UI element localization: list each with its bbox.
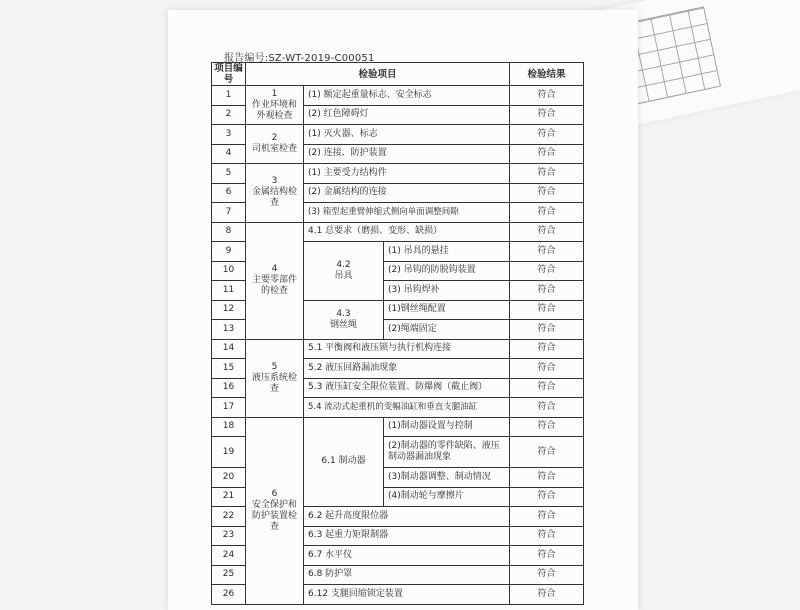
result-cell: 符合 (510, 378, 584, 398)
header-result: 检验结果 (510, 63, 584, 86)
row-number: 4 (212, 144, 246, 164)
item-cell: (1) 额定起重量标志、安全标志 (304, 86, 510, 106)
item-cell: 4.1 总要求（磨损、变形、缺损） (304, 222, 510, 242)
result-cell: 符合 (510, 105, 584, 125)
result-cell: 符合 (510, 261, 584, 281)
header-row (212, 63, 584, 86)
table-row (212, 417, 584, 437)
row-number: 11 (212, 281, 246, 301)
result-cell: 符合 (510, 437, 584, 468)
table-row (212, 339, 584, 359)
result-cell: 符合 (510, 300, 584, 320)
report-number: 报告编号:SZ-WT-2019-C00051 (224, 53, 375, 64)
result-cell: 符合 (510, 281, 584, 301)
row-number: 2 (212, 105, 246, 125)
row-number: 22 (212, 507, 246, 527)
result-cell: 符合 (510, 183, 584, 203)
result-cell: 符合 (510, 203, 584, 223)
row-number: 24 (212, 546, 246, 566)
result-cell: 符合 (510, 507, 584, 527)
row-number: 13 (212, 320, 246, 340)
group-cell: 6 安全保护和防护装置检查 (246, 417, 304, 604)
item-cell: (3) 吊钩焊补 (384, 281, 510, 301)
header-item-no: 项目编号 (212, 63, 246, 86)
result-cell: 符合 (510, 164, 584, 184)
item-cell: 6.8 防护罩 (304, 565, 510, 585)
row-number: 9 (212, 242, 246, 262)
item-cell: 5.1 平衡阀和液压锁与执行机构连接 (304, 339, 510, 359)
group-cell: 1 作业环境和外观检查 (246, 86, 304, 125)
row-number: 14 (212, 339, 246, 359)
item-cell: 6.3 起重力矩限制器 (304, 526, 510, 546)
row-number: 23 (212, 526, 246, 546)
result-cell: 符合 (510, 546, 584, 566)
result-cell: 符合 (510, 585, 584, 605)
result-cell: 符合 (510, 339, 584, 359)
item-cell: 6.7 水平仪 (304, 546, 510, 566)
result-cell: 符合 (510, 468, 584, 488)
row-number: 18 (212, 417, 246, 437)
row-number: 8 (212, 222, 246, 242)
table-row (212, 164, 584, 184)
group-cell: 4 主要零部件的检查 (246, 222, 304, 339)
subgroup-cell: 4.2 吊具 (304, 242, 384, 301)
result-cell: 符合 (510, 320, 584, 340)
row-number: 25 (212, 565, 246, 585)
result-cell: 符合 (510, 86, 584, 106)
result-cell: 符合 (510, 144, 584, 164)
item-cell: (2) 金属结构的连接 (304, 183, 510, 203)
item-cell: (2) 连接、防护装置 (304, 144, 510, 164)
item-cell: 5.3 液压缸安全限位装置、防爆阀（截止阀） (304, 378, 510, 398)
header-check-item: 检验项目 (246, 63, 510, 86)
item-cell: 5.4 流动式起重机的变幅油缸和垂直支腿油缸 (304, 398, 510, 418)
result-cell: 符合 (510, 526, 584, 546)
item-cell: 5.2 液压回路漏油现象 (304, 359, 510, 379)
item-cell: (1) 灭火器、标志 (304, 125, 510, 145)
table-row (212, 222, 584, 242)
result-cell: 符合 (510, 359, 584, 379)
row-number: 19 (212, 437, 246, 468)
row-number: 26 (212, 585, 246, 605)
result-cell: 符合 (510, 398, 584, 418)
item-cell: (2)制动器的零件缺陷、液压制动器漏油现象 (384, 437, 510, 468)
result-cell: 符合 (510, 222, 584, 242)
item-cell: (2) 吊钩的防脱钩装置 (384, 261, 510, 281)
subgroup-cell: 6.1 制动器 (304, 417, 384, 507)
result-cell: 符合 (510, 242, 584, 262)
row-number: 20 (212, 468, 246, 488)
item-cell: (1) 主要受力结构件 (304, 164, 510, 184)
result-cell: 符合 (510, 125, 584, 145)
row-number: 15 (212, 359, 246, 379)
row-number: 1 (212, 86, 246, 106)
table-row (212, 125, 584, 145)
result-cell: 符合 (510, 487, 584, 507)
row-number: 5 (212, 164, 246, 184)
group-cell: 2 司机室检查 (246, 125, 304, 164)
row-number: 12 (212, 300, 246, 320)
row-number: 10 (212, 261, 246, 281)
row-number: 7 (212, 203, 246, 223)
item-cell: (2) 红色障碍灯 (304, 105, 510, 125)
subgroup-cell: 4.3 钢丝绳 (304, 300, 384, 339)
inspection-table (211, 62, 584, 605)
item-cell: 6.12 支腿回缩锁定装置 (304, 585, 510, 605)
item-cell: (3)制动器调整、制动情况 (384, 468, 510, 488)
group-cell: 5 液压系统检查 (246, 339, 304, 417)
item-cell: (1)钢丝绳配置 (384, 300, 510, 320)
row-number: 3 (212, 125, 246, 145)
item-cell: 6.2 起升高度限位器 (304, 507, 510, 527)
item-cell: (1) 吊具的悬挂 (384, 242, 510, 262)
table-row (212, 86, 584, 106)
item-cell: (2)绳端固定 (384, 320, 510, 340)
result-cell: 符合 (510, 417, 584, 437)
item-cell: (1)制动器设置与控制 (384, 417, 510, 437)
result-cell: 符合 (510, 565, 584, 585)
row-number: 17 (212, 398, 246, 418)
row-number: 21 (212, 487, 246, 507)
item-cell: (3) 箱型起重臂伸缩式侧向单面调整间隙 (304, 203, 510, 223)
row-number: 16 (212, 378, 246, 398)
group-cell: 3 金属结构检查 (246, 164, 304, 223)
item-cell: (4)制动轮与摩擦片 (384, 487, 510, 507)
row-number: 6 (212, 183, 246, 203)
